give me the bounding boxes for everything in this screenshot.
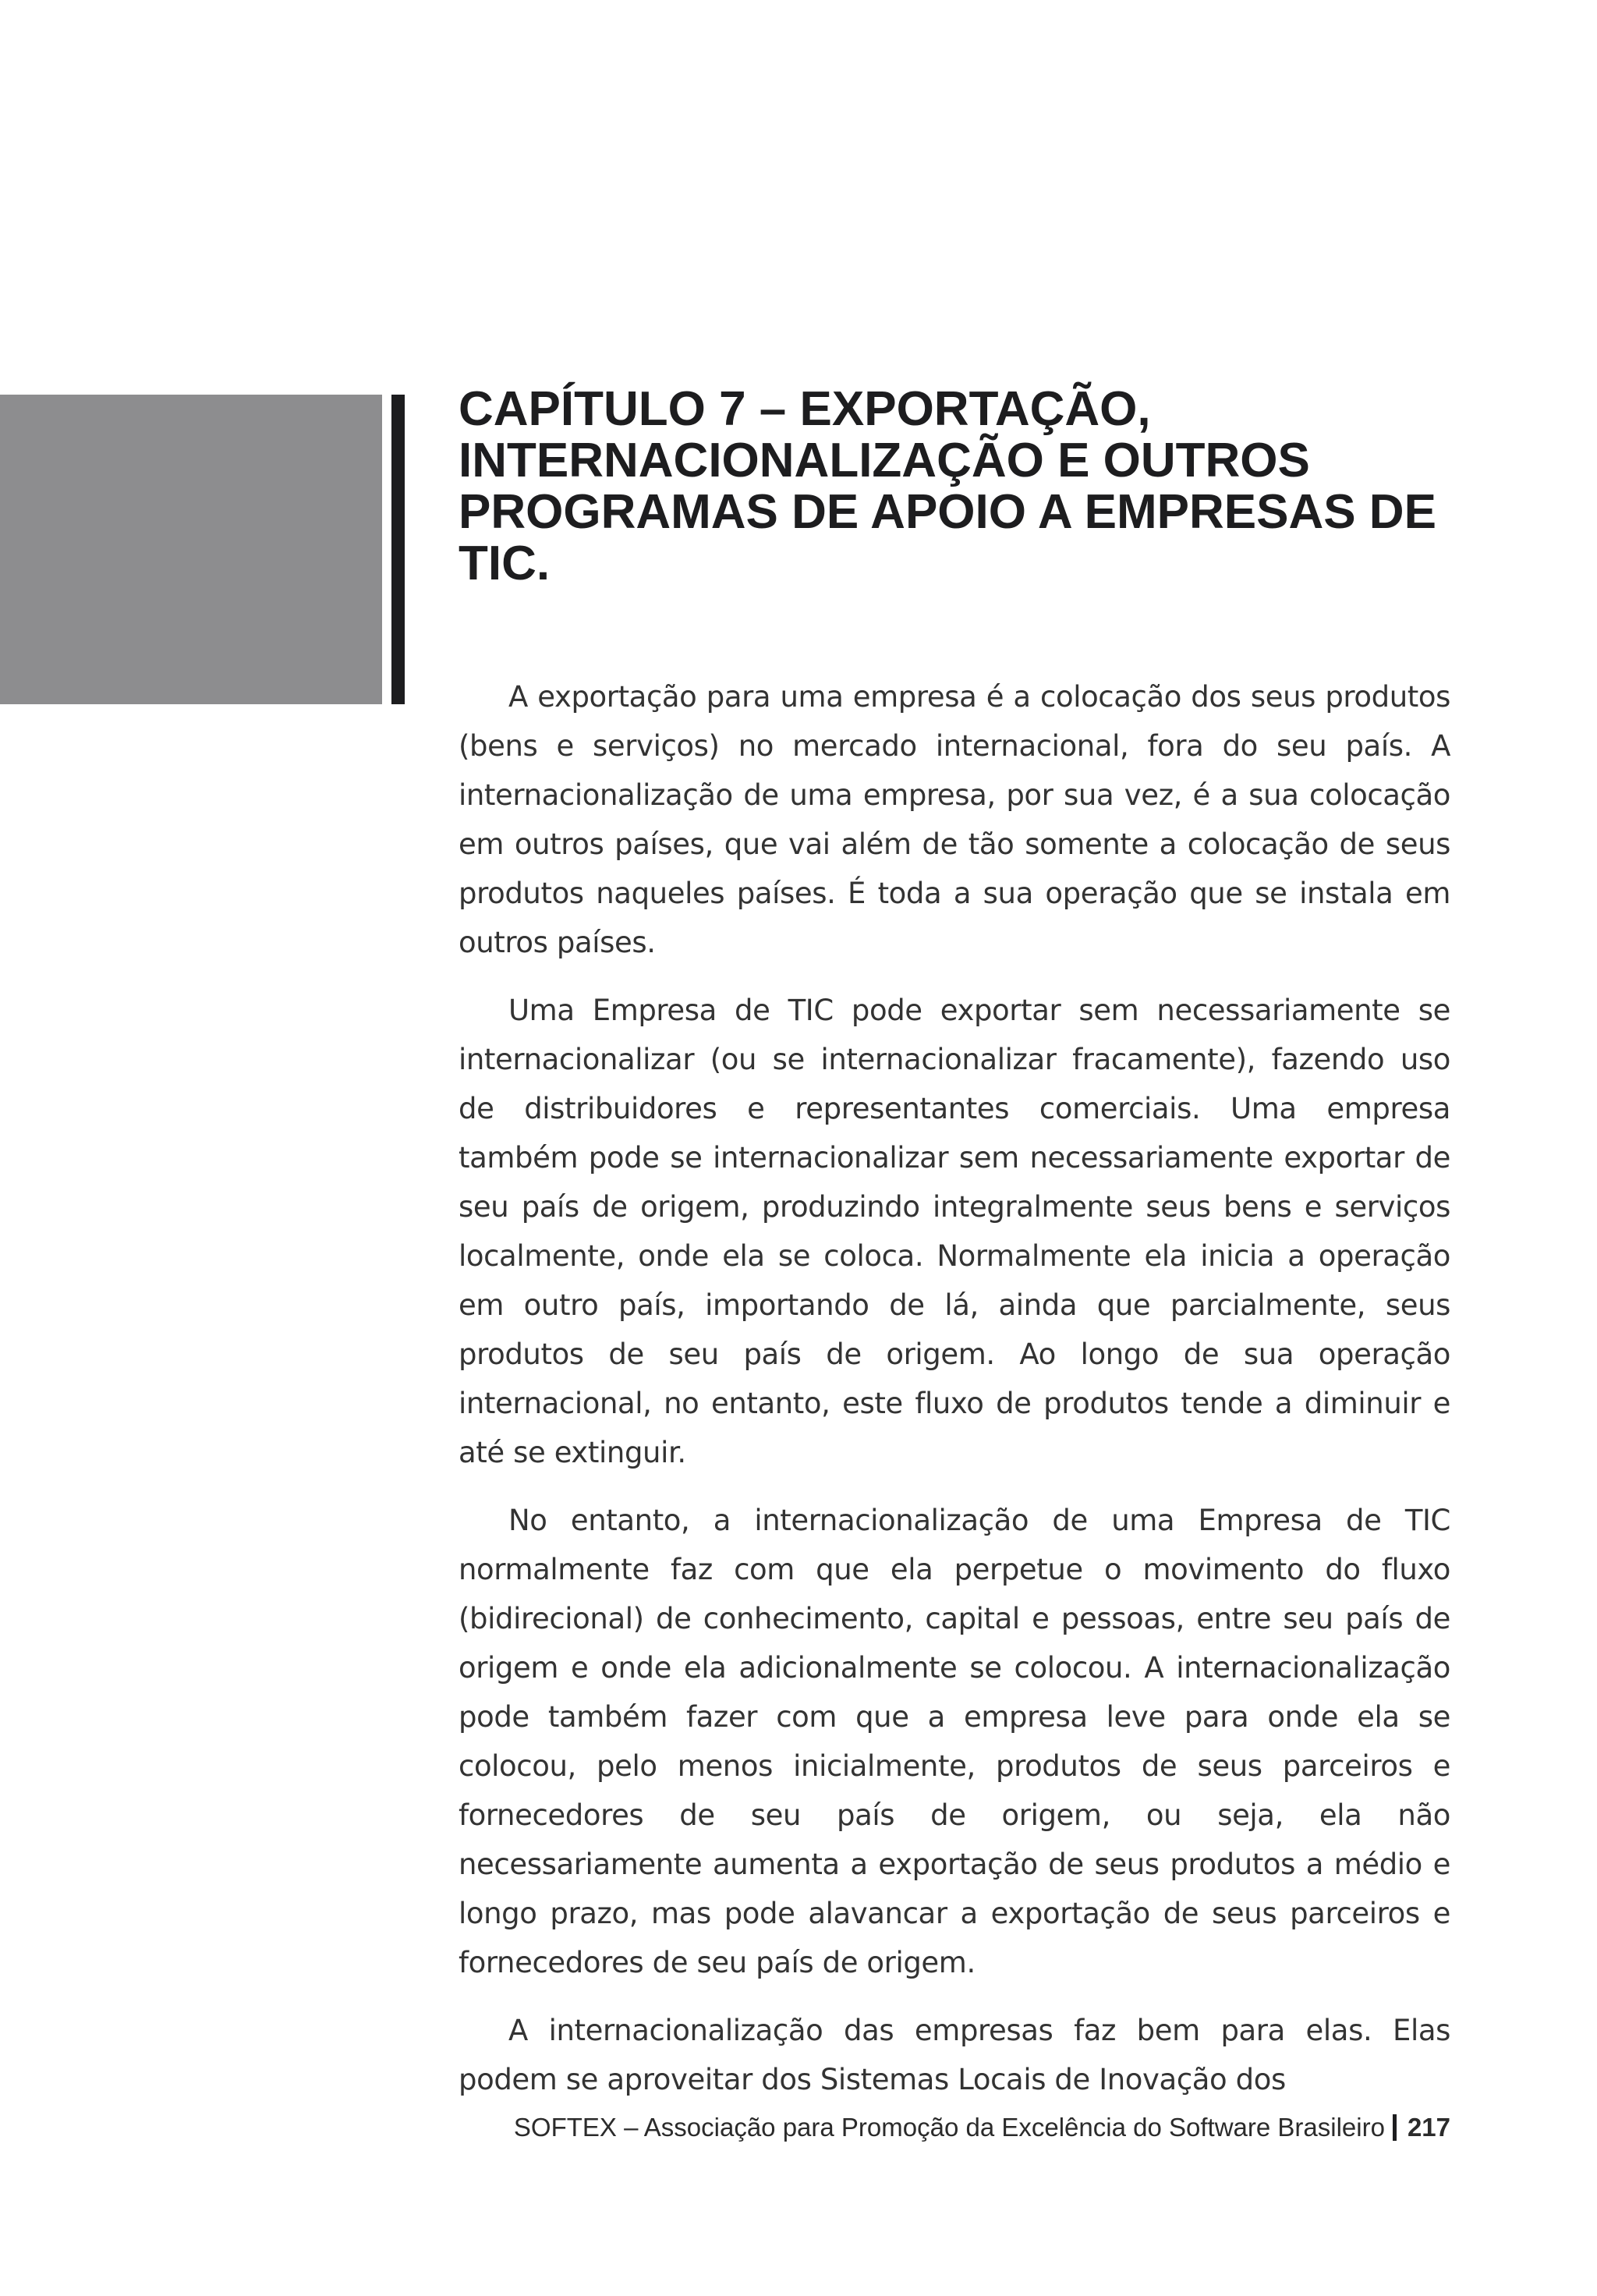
chapter-title: CAPÍTULO 7 – EXPORTAÇÃO, INTERNACIONALIZAÇÃO E OUTROS PROGRAMAS DE APOIO A EMPRESAS DE TIC.: [459, 382, 1436, 590]
footer-publisher-text: SOFTEX – Associação para Promoção da Excelência do Software Brasileiro: [513, 2113, 1385, 2142]
footer-separator: [1393, 2114, 1397, 2141]
chapter-accent-bar: [391, 395, 405, 704]
page-footer: [459, 2112, 1450, 2143]
paragraph: No entanto, a internacionalização de uma Empresa de TIC normalmente faz com que ela perpetue o movimento do fluxo (bidirecional) de conhecimento, capital e pessoas, entre seu país de origem e onde ela adicionalmente se colocou. A internacionalização pode também fazer com que a empresa leve para onde ela se colocou, pelo menos inicialmente, produtos de seus parceiros e fornecedores de seu país de origem, ou seja, ela não necessariamente aumenta a exportação de seus produtos a médio e longo prazo, mas pode alavancar a exportação de seus parceiros e fornecedores de seu país de origem.: [459, 1504, 1450, 1979]
chapter-body: [459, 672, 1450, 2123]
paragraph: Uma Empresa de TIC pode exportar sem necessariamente se internacionalizar (ou se internacionalizar fracamente), fazendo uso de distribuidores e representantes comerciais. Uma empresa também pode se internacionalizar sem necessariamente exportar de seu país de origem, produzindo integralmente seus bens e serviços localmente, onde ela se coloca. Normalmente ela inicia a operação em outro país, importando de lá, ainda que parcialmente, seus produtos de seu país de origem. Ao longo de sua operação internacional, no entanto, este fluxo de produtos tende a diminuir e até se extinguir.: [459, 994, 1450, 1469]
page-number: 217: [1407, 2113, 1450, 2142]
decorative-gray-block: [0, 395, 382, 704]
paragraph: A exportação para uma empresa é a colocação dos seus produtos (bens e serviços) no mercado internacional, fora do seu país. A internacionalização de uma empresa, por sua vez, é a sua colocação em outros países, que vai além de tão somente a colocação de seus produtos naqueles países. É toda a sua operação que se instala em outros países.: [459, 680, 1450, 959]
paragraph: A internacionalização das empresas faz bem para elas. Elas podem se aproveitar dos Sistemas Locais de Inovação dos: [459, 2014, 1450, 2096]
